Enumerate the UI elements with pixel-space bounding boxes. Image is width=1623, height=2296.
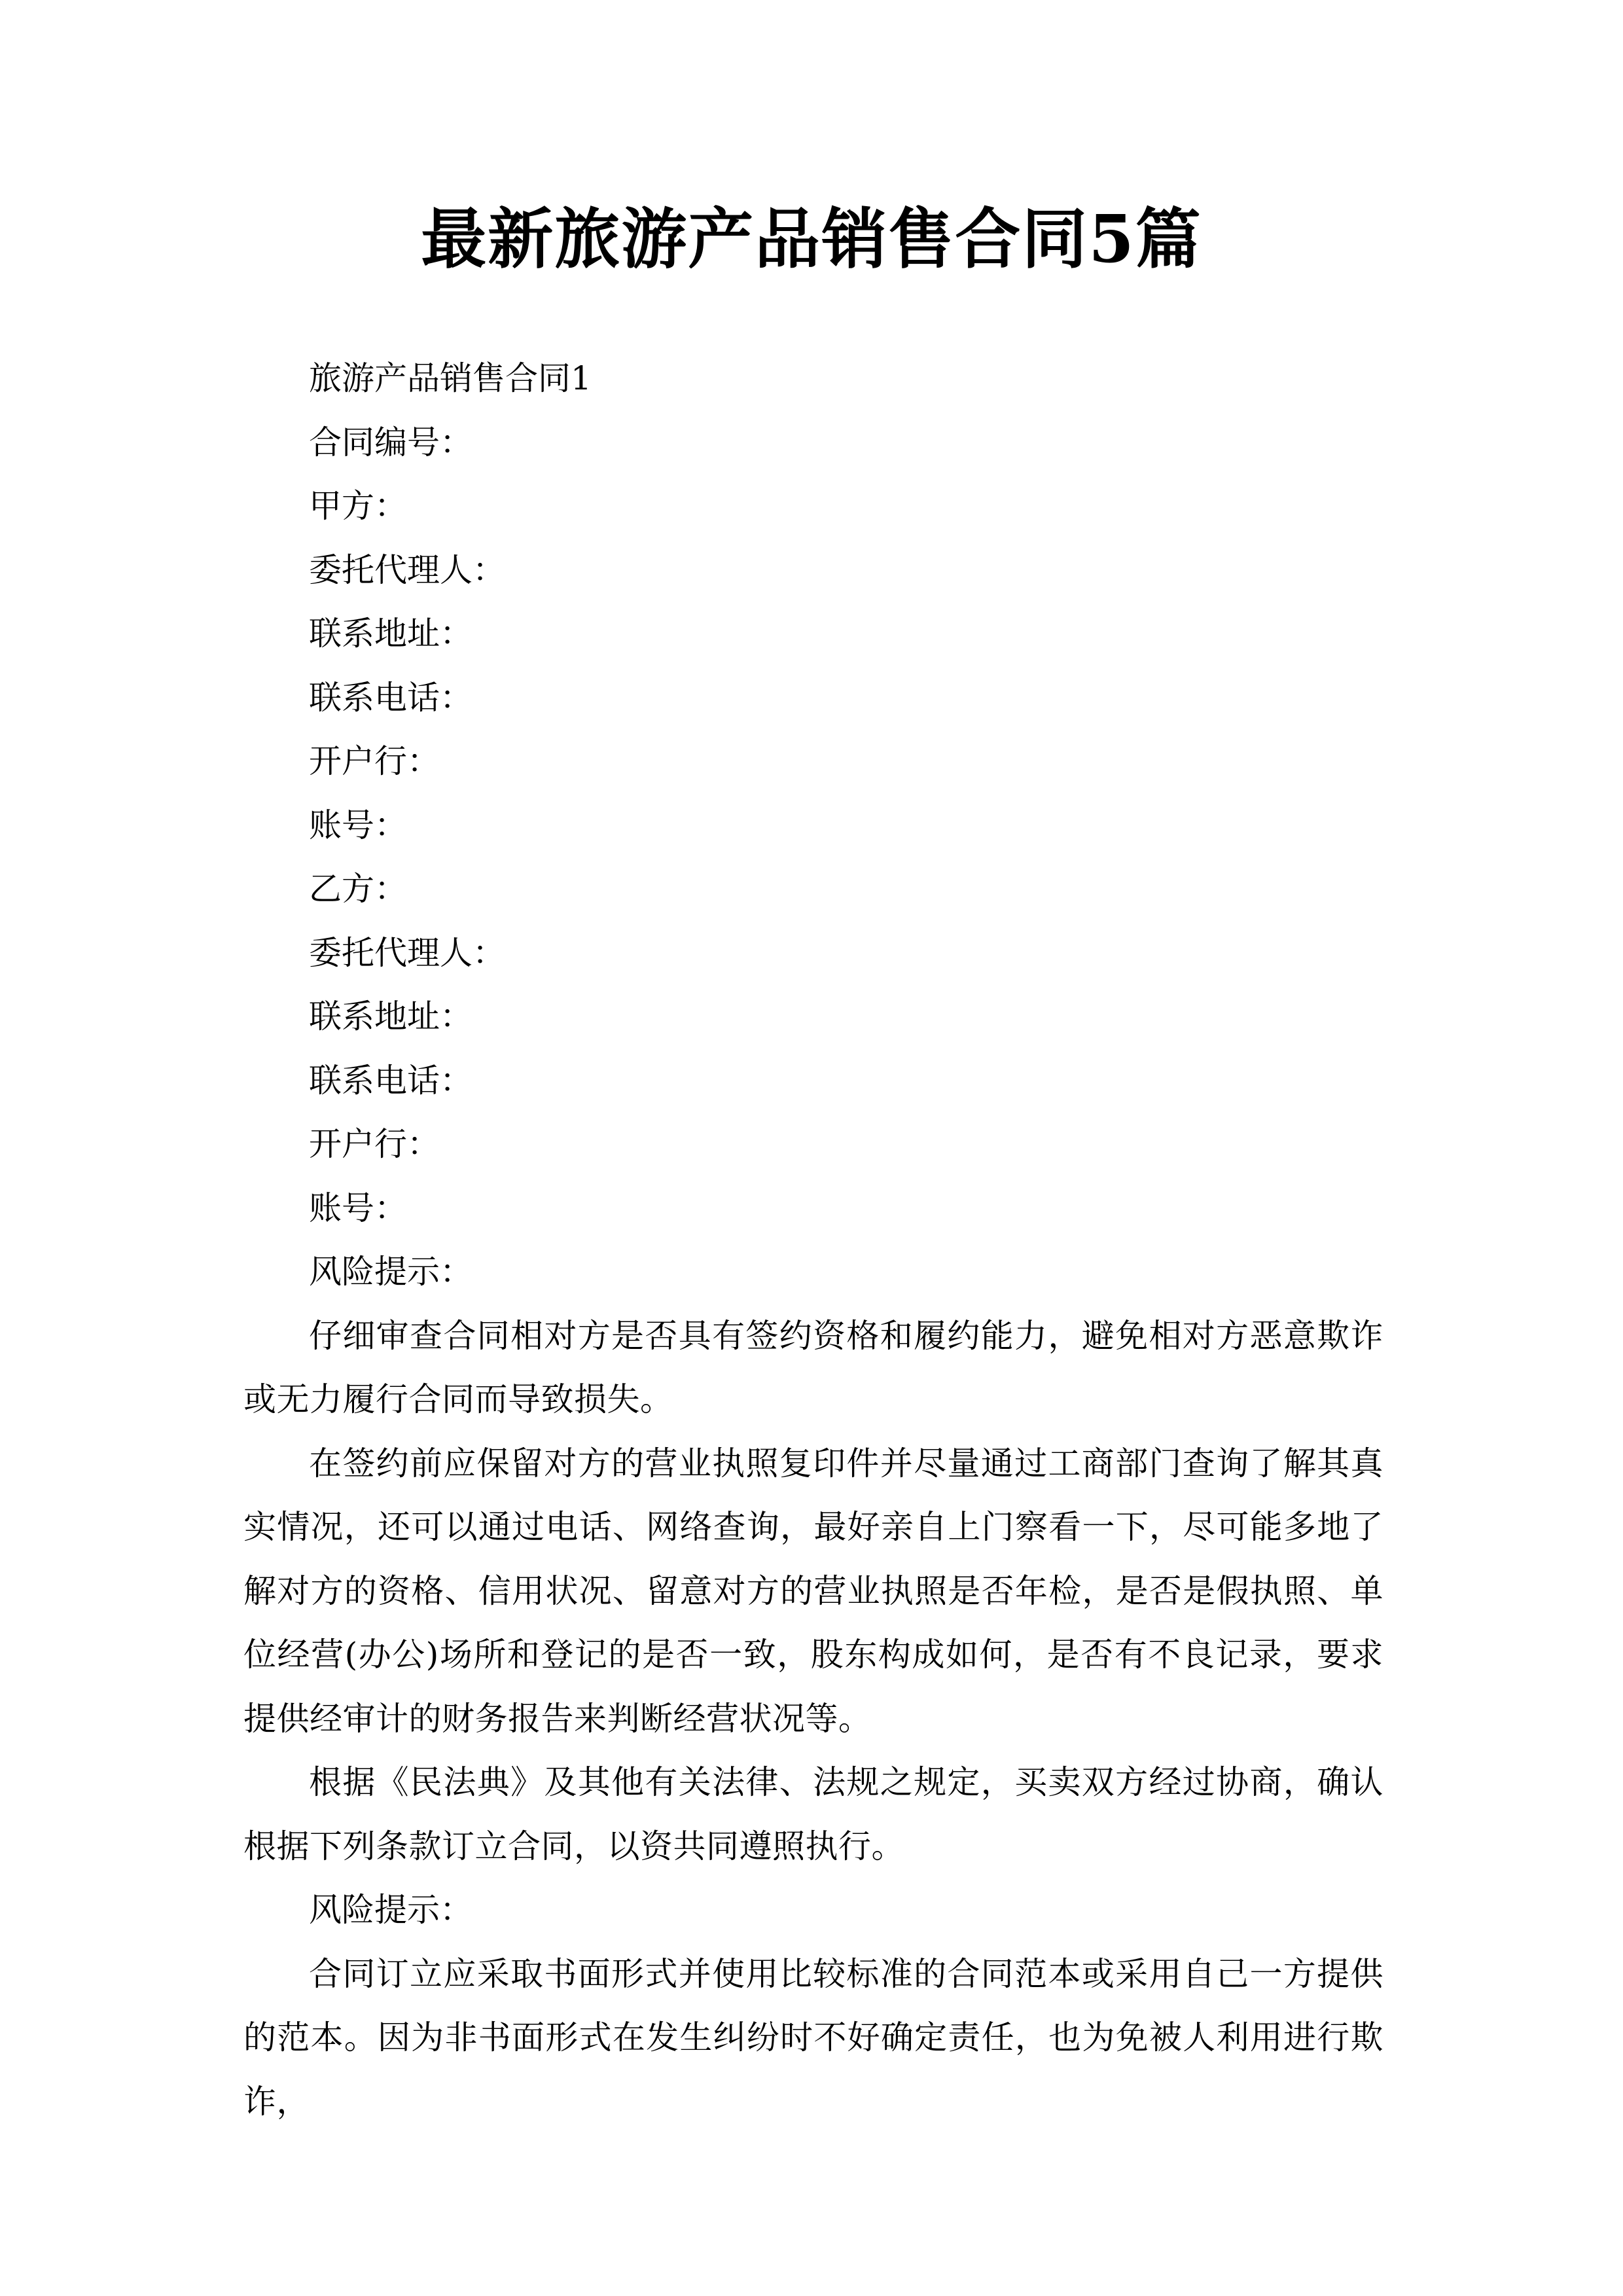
paragraph-verify-counterparty: 仔细审查合同相对方是否具有签约资格和履约能力，避免相对方恶意欺诈或无力履行合同而导致损失。 bbox=[243, 1316, 1383, 1418]
party-a-account-field: 账号： bbox=[309, 806, 407, 844]
document-title: 最新旅游产品销售合同5篇 bbox=[421, 200, 1202, 278]
paragraph-legal-basis: 根据《民法典》及其他有关法律、法规之规定，买卖双方经过协商，确认根据下列条款订立合同，以资共同遵照执行。 bbox=[243, 1763, 1383, 1865]
party-a-fields bbox=[243, 411, 1383, 858]
document-body bbox=[243, 347, 1383, 2134]
contract-number-field: 合同编号： bbox=[309, 423, 473, 461]
party-b-address-field: 联系地址： bbox=[309, 997, 473, 1035]
party-a-field: 甲方： bbox=[309, 487, 407, 525]
party-b-bank-field: 开户行： bbox=[309, 1125, 440, 1163]
party-b-fields bbox=[243, 857, 1383, 1240]
party-a-address-field: 联系地址： bbox=[309, 615, 473, 653]
paragraph-written-form: 合同订立应采取书面形式并使用比较标准的合同范本或采用自己一方提供的范本。因为非书面形式在发生纠纷时不好确定责任，也为免被人利用进行欺诈， bbox=[243, 1954, 1383, 2121]
party-a-phone-field: 联系电话： bbox=[309, 678, 473, 717]
party-b-phone-field: 联系电话： bbox=[309, 1061, 473, 1100]
paragraph-business-license: 在签约前应保留对方的营业执照复印件并尽量通过工商部门查询了解其真实情况，还可以通过电话、网络查询，最好亲自上门察看一下，尽可能多地了解对方的资格、信用状况、留意对方的营业执照是否年检，是否是假执照、单位经营(办公)场所和登记的是否一致，股东构成如何，是否有不良记录，要求提供经审计的财务报告来判断经营状况等。 bbox=[243, 1444, 1383, 1738]
risk-notice-label: 风险提示： bbox=[309, 1253, 473, 1291]
party-b-agent-field: 委托代理人： bbox=[309, 933, 505, 972]
party-a-agent-field: 委托代理人： bbox=[309, 550, 505, 589]
party-a-bank-field: 开户行： bbox=[309, 742, 440, 780]
party-b-account-field: 账号： bbox=[309, 1189, 407, 1227]
risk-notice-label: 风险提示： bbox=[309, 1891, 473, 1929]
section-heading: 旅游产品销售合同1 bbox=[309, 359, 592, 397]
party-b-field: 乙方： bbox=[309, 870, 407, 908]
